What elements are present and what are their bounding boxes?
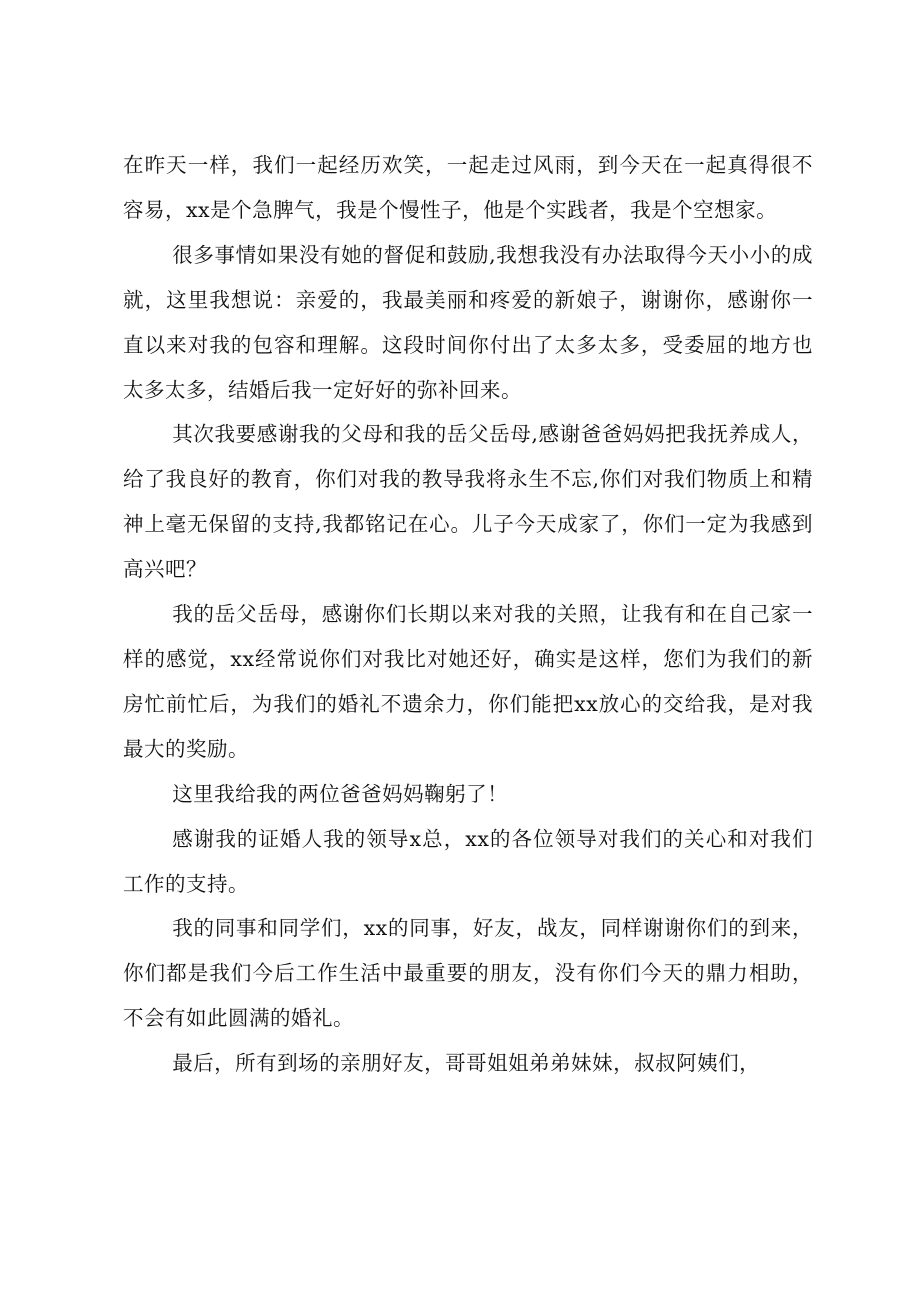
document-body xyxy=(123,143,813,1086)
paragraph-thanks-guests: 最后，所有到场的亲朋好友，哥哥姐姐弟弟妹妹，叔叔阿姨们， xyxy=(172,1051,761,1076)
paragraph-continuation: 在昨天一样，我们一起经历欢笑，一起走过风雨，到今天在一起真得很不容易，xx是个急脾气，我是个慢性子，他是个实践者，我是个空想家。 xyxy=(123,153,813,222)
paragraph-thanks-colleagues: 我的同事和同学们，xx的同事，好友，战友，同样谢谢你们的到来，你们都是我们今后工作生活中最重要的朋友，没有你们今天的鼎力相助，不会有如此圆满的婚礼。 xyxy=(123,916,813,1031)
paragraph-thanks-officiant: 感谢我的证婚人我的领导x总，xx的各位领导对我们的关心和对我们工作的支持。 xyxy=(123,826,813,896)
paragraph-bow: 这里我给我的两位爸爸妈妈鞠躬了！ xyxy=(172,781,509,806)
paragraph-thanks-in-laws: 我的岳父岳母，感谢你们长期以来对我的关照，让我有和在自己家一样的感觉，xx经常说你们对我比对她还好，确实是这样，您们为我们的新房忙前忙后，为我们的婚礼不遗余力，你们能把xx放心的交给我，是对我最大的奖励。 xyxy=(123,602,813,761)
paragraph-thanks-parents: 其次我要感谢我的父母和我的岳父岳母,感谢爸爸妈妈把我抚养成人，给了我良好的教育，你们对我的教导我将永生不忘,你们对我们物质上和精神上毫无保留的支持,我都铭记在心。儿子今天成家了，你们一定为我感到高兴吧？ xyxy=(123,422,813,582)
paragraph-thanks-bride: 很多事情如果没有她的督促和鼓励,我想我没有办法取得今天小小的成就，这里我想说：亲爱的，我最美丽和疼爱的新娘子，谢谢你，感谢你一直以来对我的包容和理解。这段时间你付出了太多太多，受委屈的地方也太多太多，结婚后我一定好好的弥补回来。 xyxy=(123,242,813,402)
